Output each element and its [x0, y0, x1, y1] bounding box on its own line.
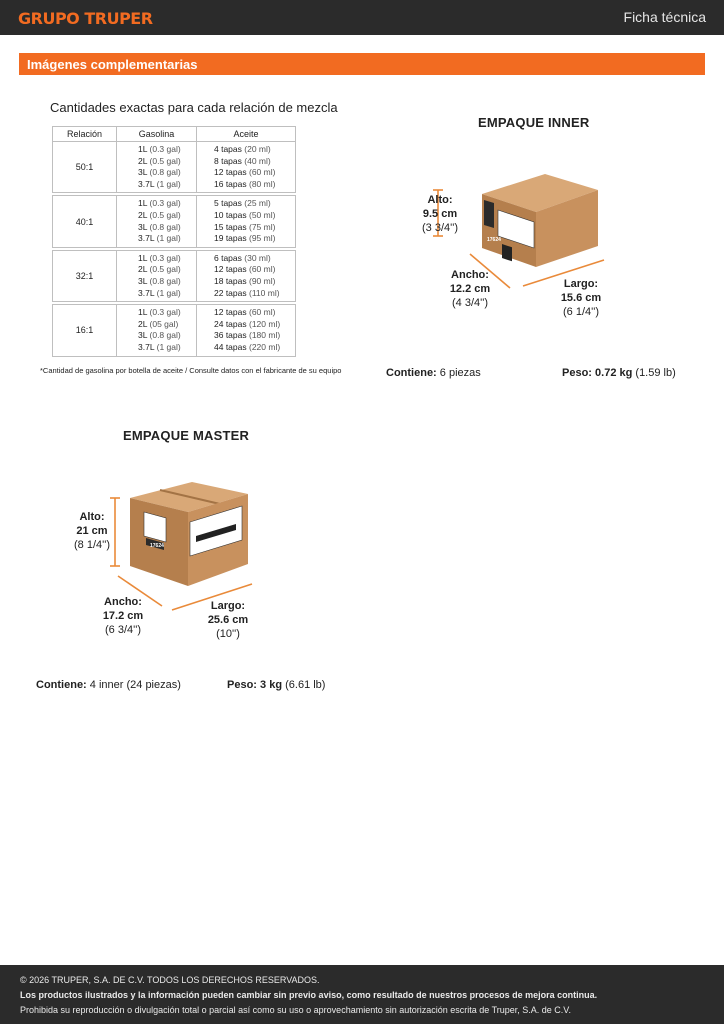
gasoline-amount [138, 276, 196, 288]
inner-box-side-label [484, 200, 494, 228]
ratio-cell: 16:1 [53, 305, 117, 356]
oil-amount [214, 167, 295, 179]
gasoline-amount [138, 167, 196, 179]
document-type-label: Ficha técnica [623, 9, 706, 25]
amount-main: 1L [138, 307, 148, 318]
gasoline-amount [138, 144, 196, 156]
inner-height-inches: (3 3/4'') [422, 222, 458, 234]
amount-main: 12 tapas [214, 167, 247, 178]
amount-main: 3L [138, 330, 148, 341]
amount-alt: (1 gal) [156, 287, 181, 298]
oil-amount [214, 307, 295, 319]
footer-disclaimer: Los productos ilustrados y la información pueden cambiar sin previo aviso, como resultado de nuestros procesos de mejora continua. [20, 990, 598, 1000]
oil-amount [214, 210, 295, 222]
amount-main: 5 tapas [214, 198, 242, 209]
inner-width-label: Ancho: [451, 269, 489, 281]
oil-amount [214, 288, 295, 300]
amount-alt: (0.3 gal) [149, 198, 181, 209]
oil-amount [214, 330, 295, 342]
amount-main: 2L [138, 264, 148, 275]
inner-width-dimension [442, 268, 498, 310]
amount-main: 2L [138, 318, 148, 329]
oil-cell [197, 196, 296, 247]
amount-alt: (1 gal) [156, 233, 181, 244]
gasoline-amount [138, 198, 196, 210]
gasoline-cell [117, 305, 197, 356]
master-height-label: Alto: [79, 511, 105, 523]
mix-ratio-table [52, 126, 296, 357]
column-header-ratio: Relación [53, 127, 117, 142]
amount-alt: (60 ml) [249, 307, 276, 318]
master-weight-label: Peso: [227, 679, 257, 691]
inner-length-value: 15.6 cm [560, 292, 602, 304]
amount-alt: (0.8 gal) [149, 275, 181, 286]
amount-alt: (60 ml) [249, 167, 276, 178]
column-header-gasoline: Gasolina [117, 127, 197, 142]
amount-main: 12 tapas [214, 307, 247, 318]
gasoline-amount [138, 156, 196, 168]
master-width-dimension [94, 595, 152, 637]
amount-alt: (20 ml) [244, 144, 271, 154]
ratio-cell: 32:1 [53, 250, 117, 301]
amount-main: 3L [138, 167, 148, 178]
amount-main: 3L [138, 221, 148, 232]
inner-weight-value: 0.72 kg [595, 367, 633, 379]
master-length-value: 25.6 cm [207, 614, 249, 626]
amount-main: 3L [138, 275, 148, 286]
amount-main: 15 tapas [214, 221, 247, 232]
inner-contents [386, 367, 481, 379]
master-width-label: Ancho: [104, 596, 142, 608]
amount-main: 10 tapas [214, 209, 247, 220]
gasoline-amount [138, 264, 196, 276]
oil-amount [214, 233, 295, 245]
master-contents-label: Contiene: [36, 679, 87, 691]
amount-main: 19 tapas [214, 233, 247, 244]
gasoline-cell [117, 250, 197, 301]
oil-amount [214, 179, 295, 191]
amount-main: 24 tapas [214, 318, 247, 329]
inner-package-title: EMPAQUE INNER [478, 115, 590, 130]
mix-table-row [53, 250, 296, 301]
gasoline-amount [138, 222, 196, 234]
inner-height-label: Alto: [427, 194, 453, 206]
amount-main: 2L [138, 155, 148, 166]
inner-weight-label: Peso: [562, 367, 592, 379]
amount-alt: (50 ml) [249, 209, 276, 220]
inner-weight [562, 367, 676, 379]
amount-alt: (0.5 gal) [149, 264, 181, 275]
inner-height-value: 9.5 cm [422, 208, 458, 220]
inner-length-label: Largo: [563, 278, 599, 290]
gasoline-amount [138, 330, 196, 342]
inner-length-dimension [553, 277, 609, 319]
amount-main: 12 tapas [214, 264, 247, 275]
amount-alt: (90 ml) [249, 275, 276, 286]
master-box-code: 17624 [150, 543, 164, 549]
master-weight-alt: (6.61 lb) [285, 679, 326, 691]
amount-alt: (75 ml) [249, 221, 276, 232]
oil-amount [214, 342, 295, 354]
master-width-inches: (6 3/4'') [105, 624, 141, 636]
gasoline-amount [138, 233, 196, 245]
amount-main: 16 tapas [214, 178, 247, 189]
page-footer [0, 965, 724, 1024]
master-contents [36, 679, 181, 691]
master-length-label: Largo: [210, 600, 246, 612]
top-header-bar [0, 0, 724, 35]
amount-main: 3.7L [138, 178, 155, 189]
amount-main: 22 tapas [214, 287, 247, 298]
mix-table-row [53, 305, 296, 356]
oil-amount [214, 156, 295, 168]
amount-main: 1L [138, 252, 148, 263]
oil-cell [197, 305, 296, 356]
amount-main: 2L [138, 209, 148, 220]
gasoline-amount [138, 288, 196, 300]
brand-logo: GRUPO TRUPER [18, 9, 153, 28]
amount-alt: (05 gal) [149, 318, 179, 329]
amount-alt: (110 ml) [249, 287, 280, 298]
amount-alt: (60 ml) [249, 264, 276, 275]
gasoline-cell [117, 142, 197, 193]
amount-alt: (80 ml) [249, 178, 276, 189]
amount-main: 1L [138, 198, 148, 209]
oil-amount [214, 222, 295, 234]
amount-alt: (0.5 gal) [149, 155, 181, 166]
oil-amount [214, 144, 295, 156]
oil-amount [214, 276, 295, 288]
amount-alt: (30 ml) [244, 252, 271, 263]
master-height-value: 21 cm [76, 525, 108, 537]
mix-table-body [53, 142, 296, 357]
master-height-inches: (8 1/4'') [74, 539, 110, 551]
amount-main: 3.7L [138, 341, 155, 352]
ratio-cell: 40:1 [53, 196, 117, 247]
master-contents-value: 4 inner (24 piezas) [89, 679, 181, 691]
amount-main: 8 tapas [214, 155, 242, 166]
section-title-bar [19, 53, 705, 75]
column-header-oil: Aceite [197, 127, 296, 142]
amount-main: 3.7L [138, 287, 155, 298]
amount-alt: (0.3 gal) [149, 252, 181, 263]
oil-amount [214, 198, 295, 210]
gasoline-amount [138, 179, 196, 191]
gasoline-amount [138, 319, 196, 331]
inner-box-code: 17624 [487, 237, 501, 243]
amount-alt: (25 ml) [244, 198, 271, 209]
mix-table-note: *Cantidad de gasolina por botella de aceite / Consulte datos con el fabricante de su equipo [40, 366, 342, 375]
mix-table-header-row [53, 127, 296, 142]
master-length-inches: (10'') [216, 628, 240, 640]
footer-legal: Prohibida su reproducción o divulgación total o parcial así como su uso o aprovechamiento sin autorización escrita de Truper, S.A. de C.V. [20, 1005, 571, 1015]
oil-amount [214, 319, 295, 331]
amount-alt: (0.8 gal) [149, 330, 181, 341]
master-height-dimension [68, 510, 116, 552]
amount-main: 18 tapas [214, 275, 247, 286]
master-weight [227, 679, 325, 691]
oil-amount [214, 253, 295, 265]
amount-alt: (220 ml) [249, 341, 281, 352]
amount-alt: (0.8 gal) [149, 167, 181, 178]
oil-cell [197, 250, 296, 301]
amount-alt: (0.3 gal) [149, 307, 181, 318]
amount-main: 3.7L [138, 233, 155, 244]
amount-alt: (180 ml) [249, 330, 281, 341]
amount-main: 36 tapas [214, 330, 247, 341]
ratio-cell: 50:1 [53, 142, 117, 193]
inner-width-value: 12.2 cm [449, 283, 491, 295]
amount-alt: (1 gal) [156, 341, 181, 352]
amount-alt: (120 ml) [249, 318, 281, 329]
footer-copyright: © 2026 TRUPER, S.A. DE C.V. TODOS LOS DERECHOS RESERVADOS. [20, 975, 320, 985]
amount-main: 4 tapas [214, 144, 242, 154]
mix-table-title: Cantidades exactas para cada relación de mezcla [50, 100, 338, 115]
inner-height-dimension [414, 193, 466, 235]
inner-width-inches: (4 3/4'') [452, 297, 488, 309]
oil-cell [197, 142, 296, 193]
amount-alt: (0.5 gal) [149, 209, 181, 220]
master-width-value: 17.2 cm [102, 610, 144, 622]
amount-alt: (40 ml) [244, 155, 271, 166]
inner-length-inches: (6 1/4'') [563, 306, 599, 318]
gasoline-amount [138, 342, 196, 354]
gasoline-cell [117, 196, 197, 247]
inner-weight-alt: (1.59 lb) [635, 367, 676, 379]
mix-table-row [53, 196, 296, 247]
master-weight-value: 3 kg [260, 679, 283, 691]
inner-contents-value: 6 piezas [439, 367, 481, 379]
master-package-title: EMPAQUE MASTER [123, 428, 250, 443]
amount-main: 44 tapas [214, 341, 247, 352]
amount-main: 6 tapas [214, 252, 242, 263]
amount-alt: (1 gal) [156, 178, 181, 189]
amount-main: 1L [138, 144, 148, 154]
oil-amount [214, 264, 295, 276]
mix-table-row [53, 142, 296, 193]
master-length-dimension [200, 599, 256, 641]
gasoline-amount [138, 307, 196, 319]
amount-alt: (0.8 gal) [149, 221, 181, 232]
gasoline-amount [138, 210, 196, 222]
section-title: Imágenes complementarias [27, 57, 198, 72]
amount-alt: (0.3 gal) [149, 144, 181, 154]
inner-contents-label: Contiene: [386, 367, 437, 379]
amount-alt: (95 ml) [249, 233, 276, 244]
gasoline-amount [138, 253, 196, 265]
